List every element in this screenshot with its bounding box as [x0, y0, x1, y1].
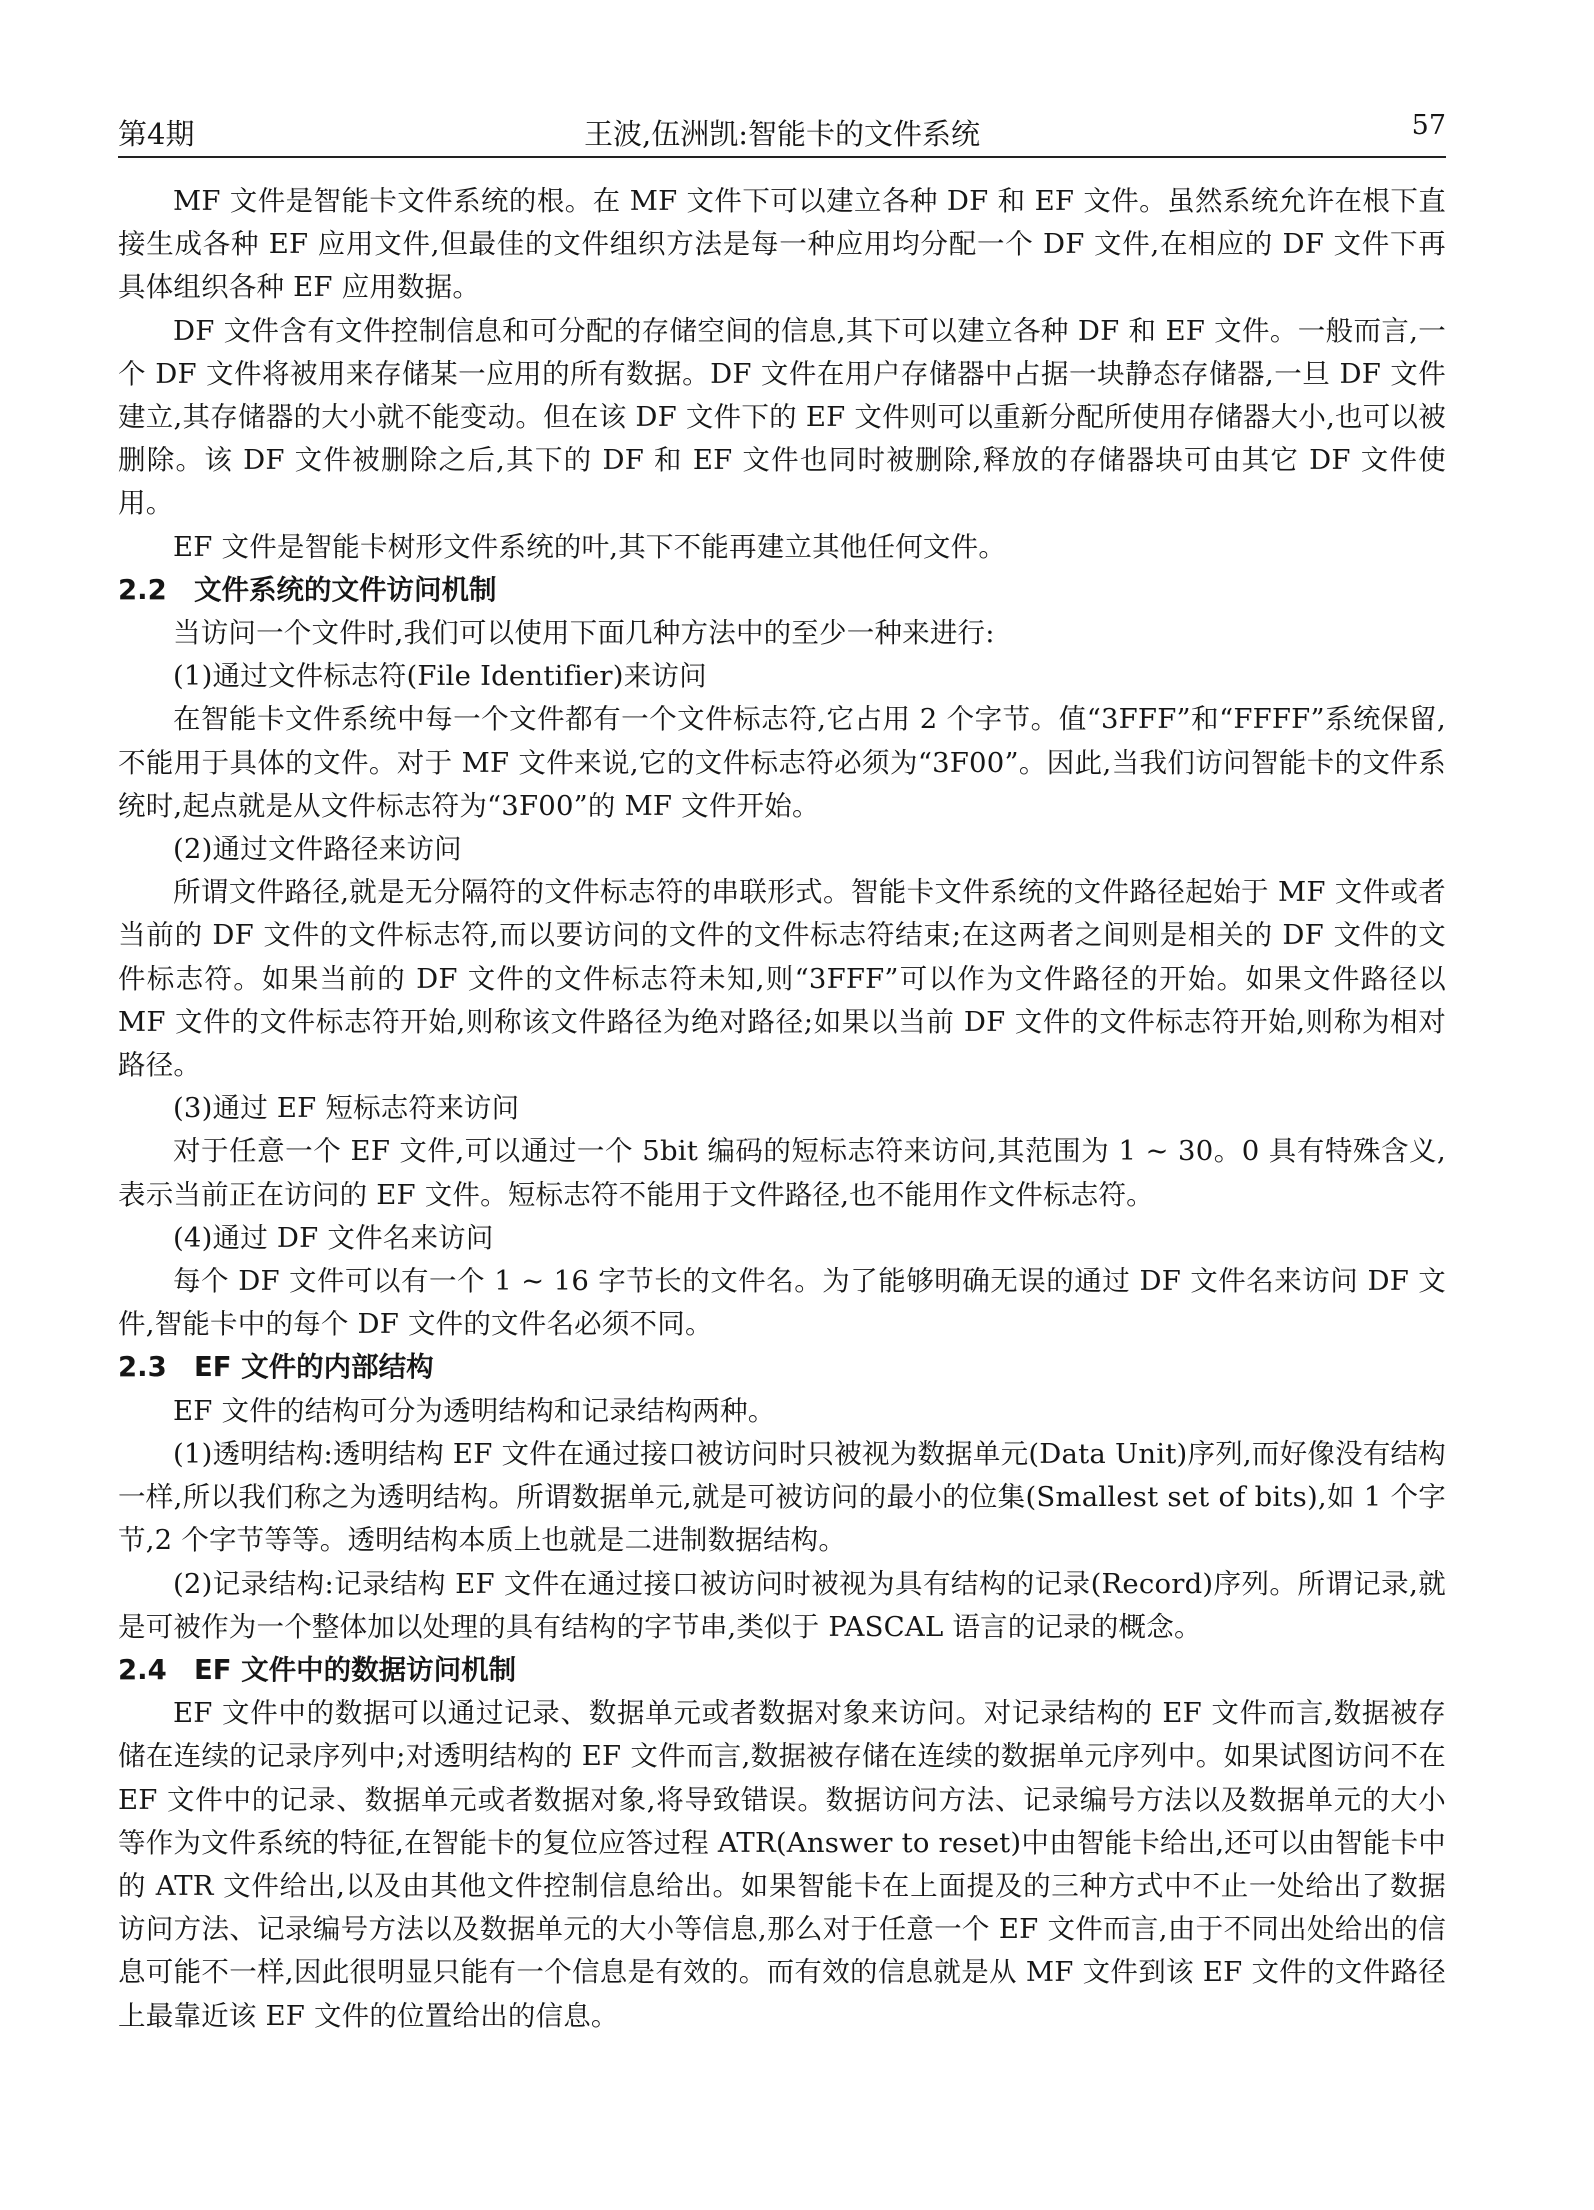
- section-number: 2.3: [118, 1351, 167, 1384]
- running-title: 王波,伍洲凯:智能卡的文件系统: [584, 117, 980, 151]
- list-item-file-path: (2)通过文件路径来访问: [173, 833, 462, 866]
- paragraph-ef-structure: EF 文件的结构可分为透明结构和记录结构两种。: [173, 1394, 776, 1427]
- section-heading-2-2: [118, 569, 1446, 612]
- section-title: EF 文件中的数据访问机制: [194, 1653, 517, 1686]
- section-title: EF 文件的内部结构: [194, 1351, 434, 1384]
- list-item-file-identifier: (1)通过文件标志符(File Identifier)来访问: [173, 660, 707, 693]
- issue-label: 第4期: [118, 117, 195, 151]
- section-number: 2.2: [118, 573, 167, 606]
- paragraph-df-name: 每个 DF 文件可以有一个 1 ~ 16 字节长的文件名。为了能够明确无误的通过 DF 文件名来访问 DF 文件,智能卡中的每个 DF 文件的文件名必须不同。: [118, 1265, 1446, 1341]
- paragraph-mf: MF 文件是智能卡文件系统的根。在 MF 文件下可以建立各种 DF 和 EF 文件。虽然系统允许在根下直接生成各种 EF 应用文件,但最佳的文件组织方法是每一种应用均分配一个 DF 文件,在相应的 DF 文件下再具体组织各种 EF 应用数据。: [118, 185, 1446, 304]
- section-heading-2-4: [118, 1649, 1446, 1692]
- section-title: 文件系统的文件访问机制: [194, 573, 497, 606]
- paragraph-df: DF 文件含有文件控制信息和可分配的存储空间的信息,其下可以建立各种 DF 和 EF 文件。一般而言,一个 DF 文件将被用来存储某一应用的所有数据。DF 文件在用户存储器中占据一块静态存储器,一旦 DF 文件建立,其存储器的大小就不能变动。但在该 DF 文件下的 EF 文件则可以重新分配所使用存储器大小,也可以被删除。该 DF 文件被删除之后,其下的 DF 和 EF 文件也同时被删除,释放的存储器块可由其它 DF 文件使用。: [118, 314, 1446, 520]
- paragraph-ef: EF 文件是智能卡树形文件系统的叶,其下不能再建立其他任何文件。: [173, 530, 1007, 563]
- running-header: [118, 110, 1446, 158]
- paragraph-file-identifier: 在智能卡文件系统中每一个文件都有一个文件标志符,它占用 2 个字节。值“3FFF”和“FFFF”系统保留,不能用于具体的文件。对于 MF 文件来说,它的文件标志符必须为“3F00”。因此,当我们访问智能卡的文件系统时,起点就是从文件标志符为“3F00”的 MF 文件开始。: [118, 703, 1446, 822]
- paragraph-record-structure: (2)记录结构:记录结构 EF 文件在通过接口被访问时被视为具有结构的记录(Record)序列。所谓记录,就是可被作为一个整体加以处理的具有结构的字节串,类似于 PASCAL 语言的记录的概念。: [118, 1567, 1446, 1643]
- section-heading-2-3: [118, 1346, 1446, 1389]
- paragraph-file-path: 所谓文件路径,就是无分隔符的文件标志符的串联形式。智能卡文件系统的文件路径起始于 MF 文件或者当前的 DF 文件的文件标志符,而以要访问的文件的文件标志符结束;在这两者之间则是相关的 DF 文件的文件标志符。如果当前的 DF 文件的文件标志符未知,则“3FFF”可以作为文件路径的开始。如果文件路径以 MF 文件的文件标志符开始,则称该文件路径为绝对路径;如果以当前 DF 文件的文件标志符开始,则称为相对路径。: [118, 876, 1446, 1082]
- page-number: 57: [1411, 110, 1446, 141]
- paragraph-transparent-structure: (1)透明结构:透明结构 EF 文件在通过接口被访问时只被视为数据单元(Data Unit)序列,而好像没有结构一样,所以我们称之为透明结构。所谓数据单元,就是可被访问的最小的位集(Smallest set of bits),如 1 个字节,2 个字节等等。透明结构本质上也就是二进制数据结构。: [118, 1437, 1446, 1557]
- paragraph-access-intro: 当访问一个文件时,我们可以使用下面几种方法中的至少一种来进行:: [173, 617, 995, 650]
- list-item-short-identifier: (3)通过 EF 短标志符来访问: [173, 1092, 520, 1125]
- paragraph-data-access: EF 文件中的数据可以通过记录、数据单元或者数据对象来访问。对记录结构的 EF 文件而言,数据被存储在连续的记录序列中;对透明结构的 EF 文件而言,数据被存储在连续的数据单元序列中。如果试图访问不在 EF 文件中的记录、数据单元或者数据对象,将导致错误。数据访问方法、记录编号方法以及数据单元的大小等作为文件系统的特征,在智能卡的复位应答过程 ATR(Answer to reset)中由智能卡给出,还可以由智能卡中的 ATR 文件给出,以及由其他文件控制信息给出。如果智能卡在上面提及的三种方式中不止一处给出了数据访问方法、记录编号方法以及数据单元的大小等信息,那么对于任意一个 EF 文件而言,由于不同出处给出的信息可能不一样,因此很明显只能有一个信息是有效的。而有效的信息就是从 MF 文件到该 EF 文件的文件路径上最靠近该 EF 文件的位置给出的信息。: [118, 1697, 1446, 2032]
- section-number: 2.4: [118, 1653, 167, 1686]
- paragraph-short-identifier: 对于任意一个 EF 文件,可以通过一个 5bit 编码的短标志符来访问,其范围为 1 ~ 30。0 具有特殊含义,表示当前正在访问的 EF 文件。短标志符不能用于文件路径,也不能用作文件标志符。: [118, 1135, 1446, 1211]
- page-body: [118, 180, 1446, 2038]
- list-item-df-name: (4)通过 DF 文件名来访问: [173, 1221, 494, 1254]
